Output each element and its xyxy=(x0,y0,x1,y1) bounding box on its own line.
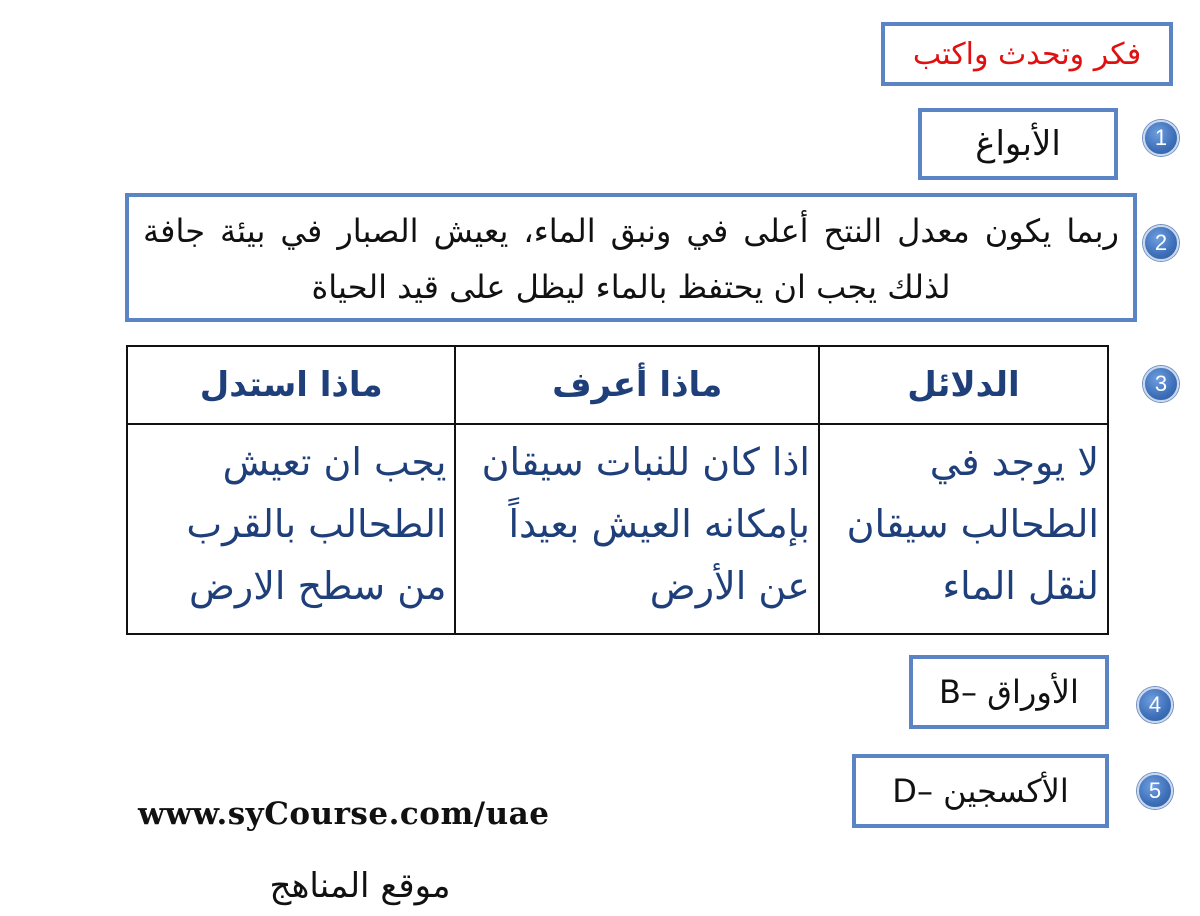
table-cell-evidence: لا يوجد في الطحالب سيقان لنقل الماء xyxy=(819,424,1108,634)
table-cell-what-i-know: اذا كان للنبات سيقان بإمكانه العيش بعيداً عن الأرض xyxy=(455,424,818,634)
answer-text-1: الأبواغ xyxy=(975,124,1061,164)
table-header-what-i-infer: ماذا استدل xyxy=(127,346,455,424)
table-header-evidence: الدلائل xyxy=(819,346,1108,424)
table-header-what-i-know: ماذا أعرف xyxy=(455,346,818,424)
table-header-row xyxy=(127,346,1108,424)
answer-box-1 xyxy=(918,108,1118,180)
table-row xyxy=(127,424,1108,634)
number-badge-3: 3 xyxy=(1143,366,1179,402)
site-name: موقع المناهج xyxy=(269,866,451,906)
website-url: www.syCourse.com/uae xyxy=(138,796,550,832)
title-box xyxy=(881,22,1173,86)
page-title: فكر وتحدث واكتب xyxy=(912,36,1142,72)
number-badge-2: 2 xyxy=(1143,225,1179,261)
evidence-table xyxy=(126,345,1109,635)
answer-text-2: ربما يكون معدل النتح أعلى في ونبق الماء، يعيش الصبار في بيئة جافة لذلك يجب ان يحتفظ بالماء ليظل على قيد الحياة xyxy=(143,212,1119,306)
answer-text-5: D– الأكسجين xyxy=(892,772,1069,810)
number-badge-4: 4 xyxy=(1137,687,1173,723)
number-badge-5: 5 xyxy=(1137,773,1173,809)
answer-box-5 xyxy=(852,754,1109,828)
table-cell-what-i-infer: يجب ان تعيش الطحالب بالقرب من سطح الارض xyxy=(127,424,455,634)
number-badge-1: 1 xyxy=(1143,120,1179,156)
answer-box-2 xyxy=(125,193,1137,322)
answer-text-4: B– الأوراق xyxy=(939,673,1079,711)
answer-box-4 xyxy=(909,655,1109,729)
